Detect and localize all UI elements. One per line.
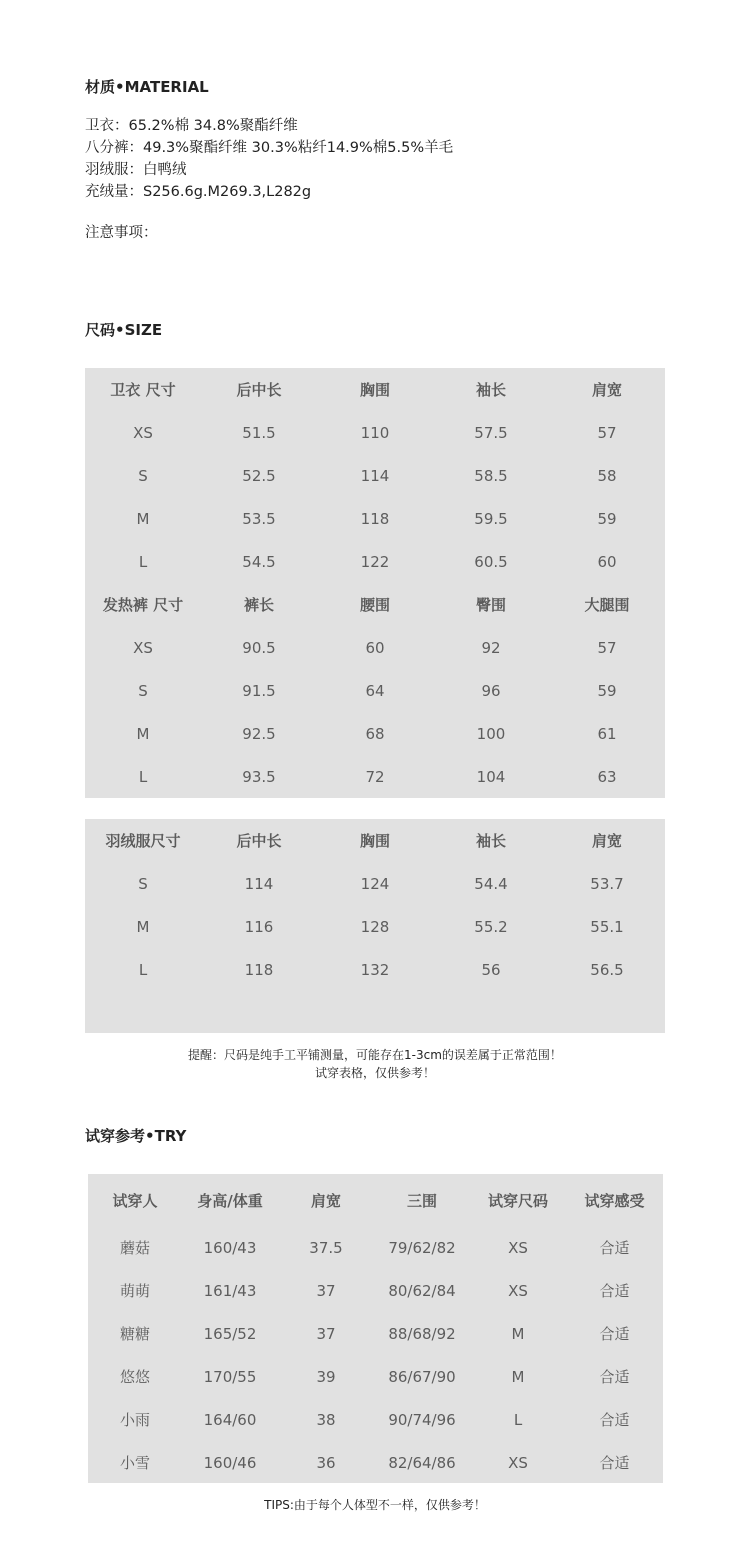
down-header-row [85,819,665,862]
table-cell: 37 [316,1281,336,1300]
table-cell: 64 [365,681,385,700]
table-cell: 164/60 [203,1410,257,1429]
table-cell: M [136,917,150,936]
size-table-down-jacket [85,819,665,1033]
pants-header-row [85,583,665,626]
table-header-cell: 身高/体重 [197,1191,263,1210]
table-header-cell: 试穿感受 [584,1191,645,1210]
table-header-cell: 臀围 [475,596,506,614]
table-cell: 122 [360,552,390,571]
table-cell: 91.5 [242,681,276,700]
table-header-cell: 卫衣 尺寸 [110,381,176,399]
table-cell: 118 [244,960,274,979]
table-header-cell: 羽绒服尺寸 [105,832,181,850]
table-header-cell: 裤长 [243,596,274,614]
table-cell: 59 [597,681,617,700]
table-header-cell: 发热裤 尺寸 [102,596,184,614]
table-cell: 萌萌 [119,1282,150,1300]
table-cell: 小雪 [119,1454,150,1472]
try-section-title: 试穿参考•TRY [85,1127,187,1145]
table-cell: 37 [316,1324,336,1343]
table-cell: 118 [360,509,390,528]
table-cell: 合适 [599,1411,630,1429]
table-cell: 合适 [599,1325,630,1343]
table-cell: 36 [316,1453,336,1472]
table-cell: 54.4 [474,874,508,893]
material-line-pants: 八分裤：49.3%聚酯纤维 30.3%粘纤14.9%棉5.5%羊毛 [85,140,454,156]
table-cell: 60 [365,638,385,657]
table-cell: 小雨 [119,1411,150,1429]
table-cell: 92.5 [242,724,276,743]
table-row [88,1226,663,1269]
table-cell: 128 [360,917,390,936]
table-cell: 100 [476,724,506,743]
table-row [85,948,665,991]
table-cell: 86/67/90 [388,1367,456,1386]
table-cell: 54.5 [242,552,276,571]
table-header-cell: 腰围 [359,596,390,614]
try-header-row [88,1174,663,1226]
table-cell: 38 [316,1410,336,1429]
table-cell: 114 [360,466,390,485]
table-cell: 56.5 [590,960,624,979]
try-table [88,1174,663,1483]
table-cell: XS [508,1281,528,1300]
size-section-title: 尺码•SIZE [85,321,163,339]
table-cell: S [138,681,148,700]
table-cell: 58 [597,466,617,485]
table-cell: 53.7 [590,874,624,893]
material-line-fill: 充绒量：S256.6g.M269.3,L282g [85,184,312,200]
table-header-cell: 试穿人 [112,1191,158,1210]
table-cell: 55.2 [474,917,508,936]
size-table-hoodie-pants [85,368,665,798]
table-cell: 52.5 [242,466,276,485]
table-cell: XS [508,1238,528,1257]
table-header-cell: 胸围 [359,381,390,399]
material-line-hoodie: 卫衣：65.2%棉 34.8%聚酯纤维 [85,118,298,134]
table-cell: 58.5 [474,466,508,485]
table-row [85,905,665,948]
table-header-cell: 袖长 [475,832,506,850]
table-cell: XS [508,1453,528,1472]
table-header-cell: 袖长 [475,381,506,399]
material-notice: 注意事项： [85,225,158,241]
table-row [85,755,665,798]
table-row [88,1312,663,1355]
table-cell: M [136,509,150,528]
table-cell: 160/46 [203,1453,257,1472]
table-cell: 104 [476,767,506,786]
table-cell: 165/52 [203,1324,257,1343]
table-cell: XS [133,423,153,442]
table-cell: 57.5 [474,423,508,442]
table-cell: 合适 [599,1282,630,1300]
table-cell: M [511,1367,525,1386]
table-cell: 57 [597,638,617,657]
table-row [85,626,665,669]
table-header-cell: 后中长 [236,381,282,399]
table-cell: 悠悠 [119,1368,150,1386]
table-cell: 61 [597,724,617,743]
table-cell: 132 [360,960,390,979]
table-cell: S [138,874,148,893]
table-cell: 蘑菇 [119,1239,150,1257]
table-cell: L [513,1410,523,1429]
table-row [88,1398,663,1441]
table-cell: 80/62/84 [388,1281,456,1300]
table-header-cell: 肩宽 [591,381,622,399]
table-cell: L [138,960,148,979]
table-cell: L [138,552,148,571]
material-section-title: 材质•MATERIAL [85,78,209,96]
table-cell: 90.5 [242,638,276,657]
table-row [85,669,665,712]
table-cell: 160/43 [203,1238,257,1257]
table-cell: 79/62/82 [388,1238,456,1257]
table-cell: 63 [597,767,617,786]
table-cell: XS [133,638,153,657]
size-reminder-line2: 试穿表格，仅供参考！ [314,1066,435,1080]
table-cell: 96 [481,681,501,700]
table-header-cell: 肩宽 [591,832,622,850]
table-row [85,862,665,905]
table-cell: 合适 [599,1239,630,1257]
hoodie-header-row [85,368,665,411]
table-header-cell: 试穿尺码 [487,1191,548,1210]
table-cell: 合适 [599,1368,630,1386]
table-row [85,712,665,755]
table-cell: 39 [316,1367,336,1386]
size-reminder-line1: 提醒：尺码是纯手工平铺测量，可能存在1-3cm的误差属于正常范围！ [188,1048,562,1062]
table-cell: 82/64/86 [388,1453,456,1472]
table-cell: 170/55 [203,1367,257,1386]
table-row [88,1269,663,1312]
table-cell: 51.5 [242,423,276,442]
table-cell: 92 [481,638,501,657]
table-cell: 59 [597,509,617,528]
table-cell: 110 [360,423,390,442]
table-cell: 68 [365,724,385,743]
table-cell: 55.1 [590,917,624,936]
table-cell: 72 [365,767,385,786]
table-cell: 161/43 [203,1281,257,1300]
table-cell: 59.5 [474,509,508,528]
table-cell: 124 [360,874,390,893]
table-row [85,497,665,540]
table-cell: S [138,466,148,485]
table-cell: 90/74/96 [388,1410,456,1429]
table-header-cell: 胸围 [359,832,390,850]
table-cell: M [511,1324,525,1343]
table-cell: 56 [481,960,501,979]
table-cell: 糖糖 [119,1325,150,1343]
table-cell: 57 [597,423,617,442]
table-cell: 60 [597,552,617,571]
table-row [88,1355,663,1398]
table-cell: 93.5 [242,767,276,786]
table-cell: M [136,724,150,743]
table-cell: L [138,767,148,786]
table-row [85,411,665,454]
table-row [85,454,665,497]
table-cell: 60.5 [474,552,508,571]
table-header-cell: 大腿围 [584,596,630,614]
try-tips: TIPS:由于每个人体型不一样，仅供参考！ [264,1498,486,1512]
table-cell: 114 [244,874,274,893]
table-cell: 116 [244,917,274,936]
material-line-down: 羽绒服：白鸭绒 [85,162,187,178]
table-row [85,540,665,583]
table-header-cell: 肩宽 [310,1191,341,1210]
table-cell: 合适 [599,1454,630,1472]
table-header-cell: 后中长 [236,832,282,850]
table-row [88,1441,663,1484]
table-cell: 88/68/92 [388,1324,456,1343]
table-cell: 53.5 [242,509,276,528]
table-cell: 37.5 [309,1238,343,1257]
table-header-cell: 三围 [406,1191,437,1210]
